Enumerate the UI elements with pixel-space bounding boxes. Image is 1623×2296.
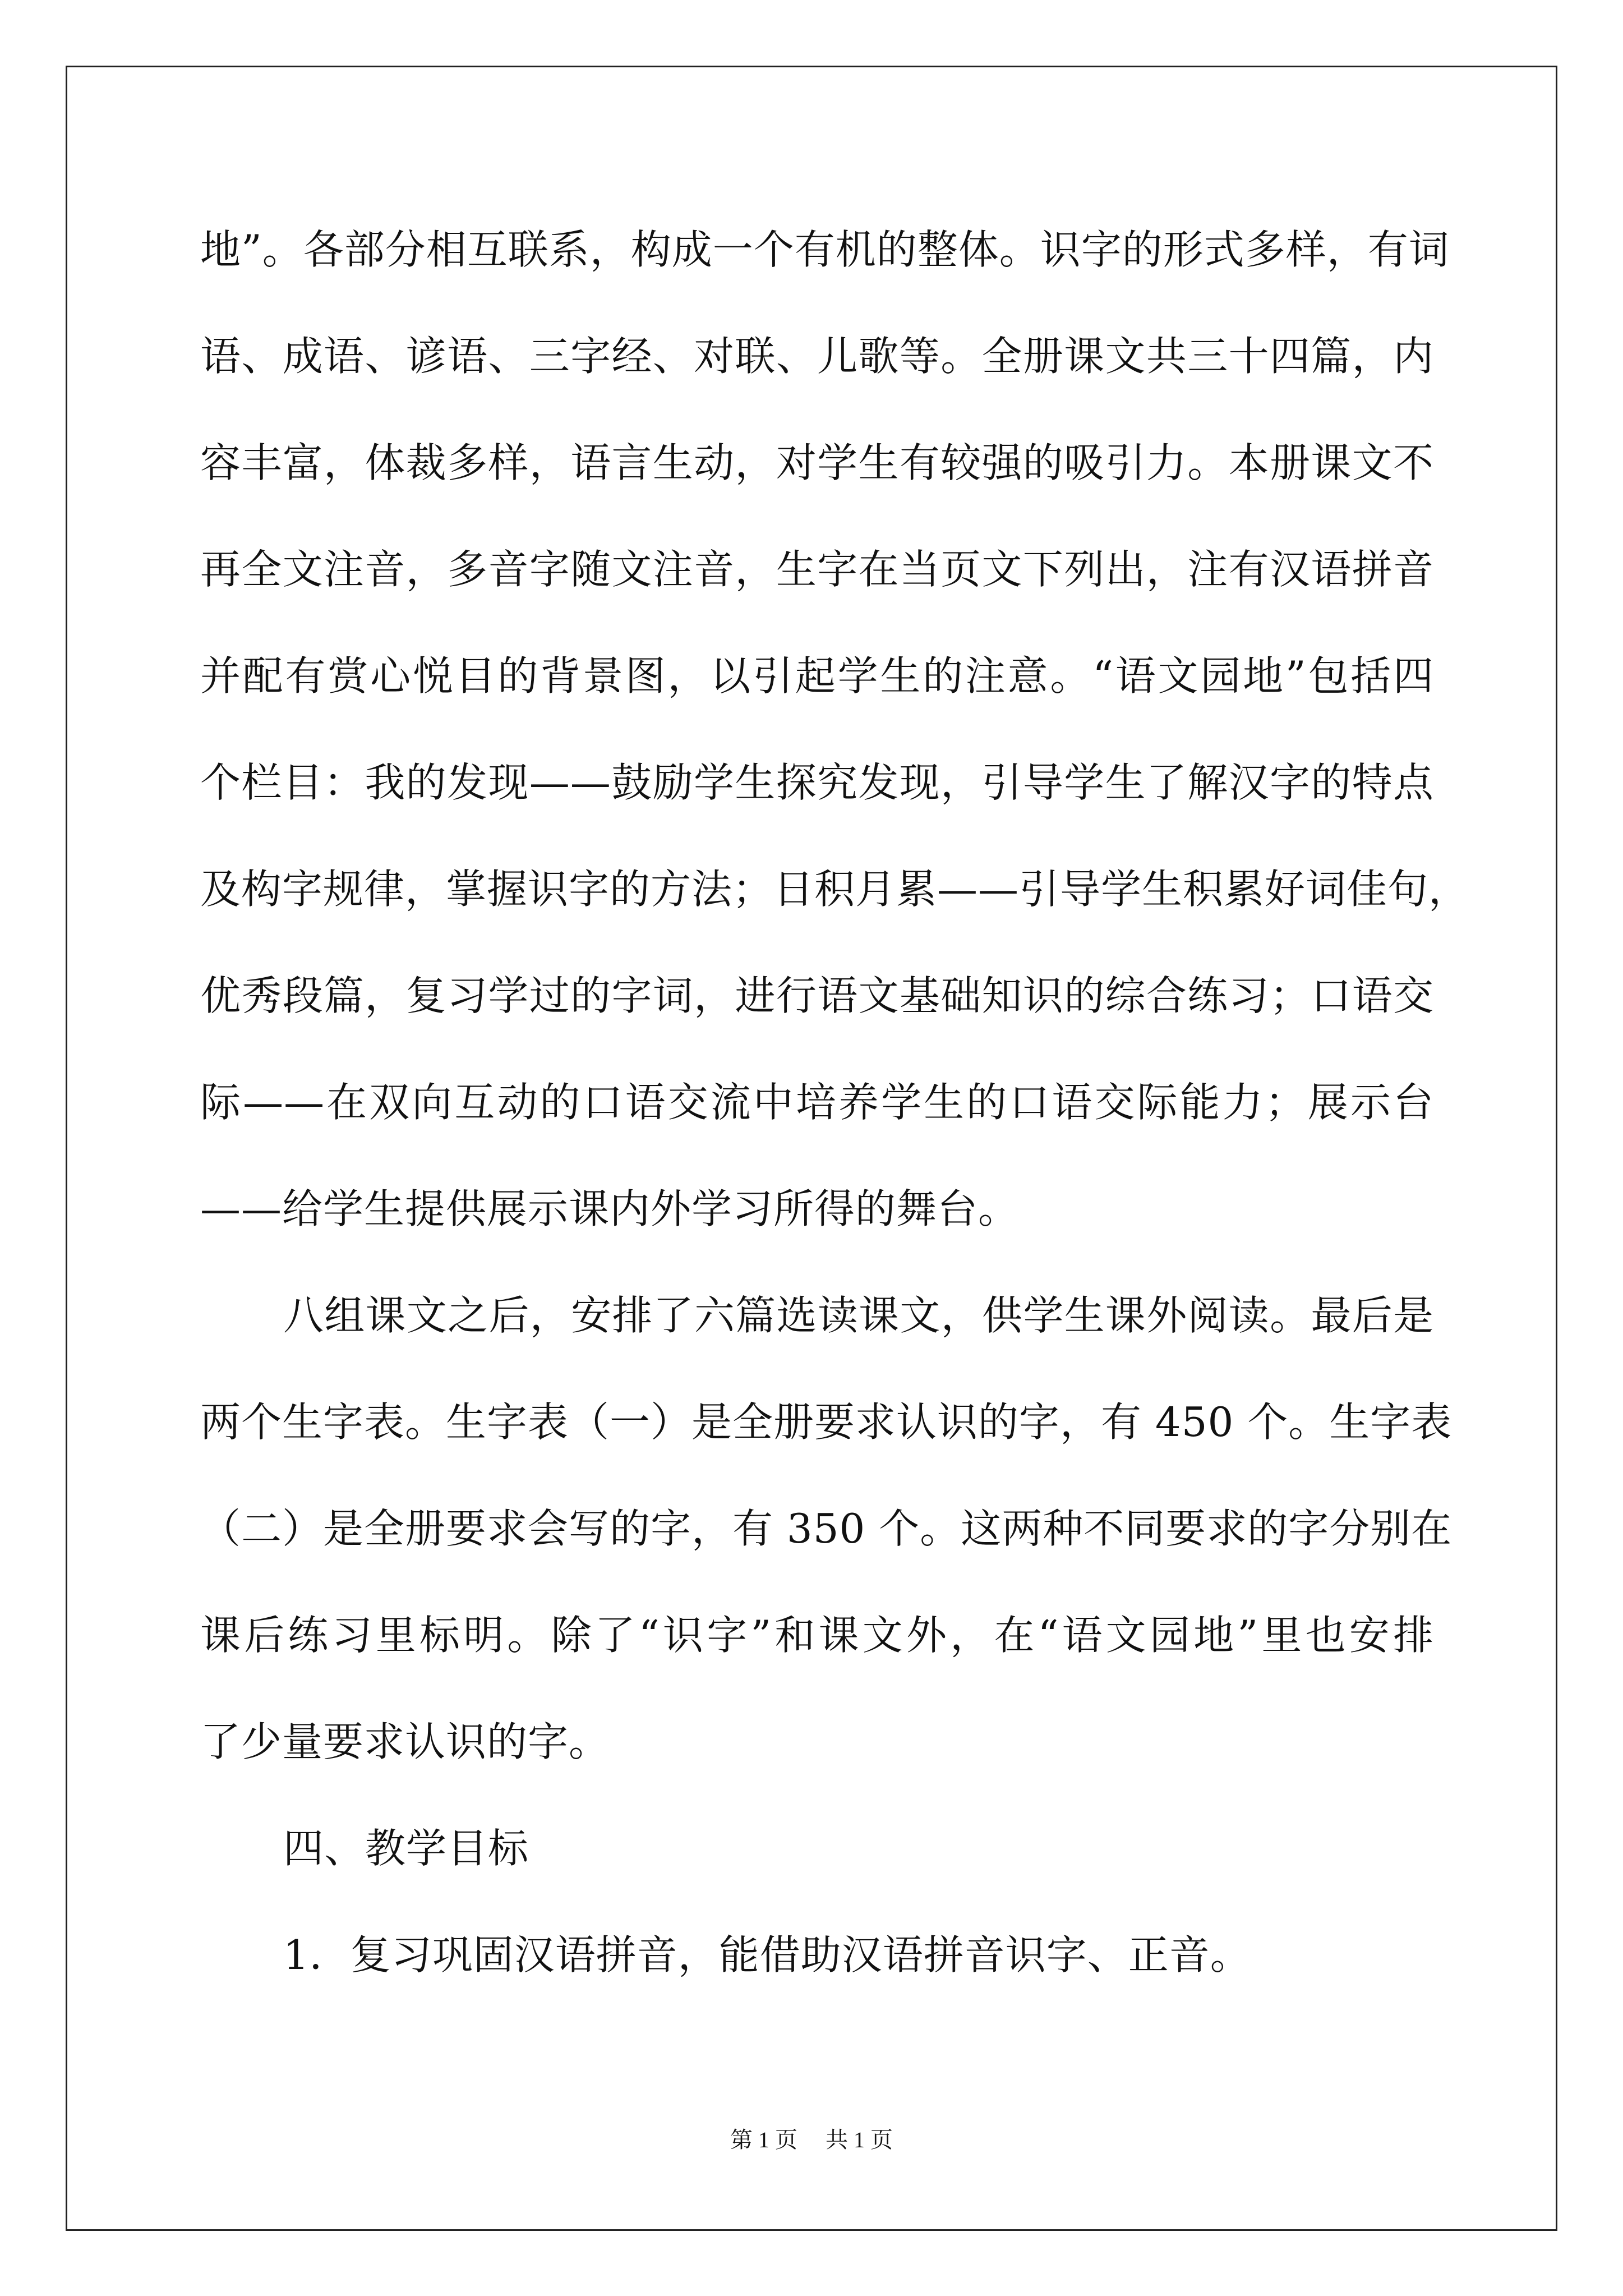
body-text-line: 语、成语、谚语、三字经、对联、儿歌等。全册课文共三十四篇，内 [200,333,1434,380]
body-text-line: 个栏目：我的发现——鼓励学生探究发现，引导学生了解汉字的特点 [200,759,1434,806]
page-total: 共 1 页 [826,2127,893,2152]
body-text-line: 了少量要求认识的字。 [200,1718,610,1765]
paragraph-first-line: 八组课文之后，安排了六篇选读课文，供学生课外阅读。最后是 [283,1292,1434,1339]
body-text-line: 容丰富，体裁多样，语言生动，对学生有较强的吸引力。本册课文不 [200,439,1434,486]
body-text-line: ——给学生提供展示课内外学习所得的舞台。 [200,1185,1020,1232]
page-footer [0,2126,1623,2154]
page-number: 第 1 页 [730,2127,797,2152]
body-text-line: 际——在双向互动的口语交流中培养学生的口语交际能力；展示台 [200,1079,1434,1126]
body-text-line: 两个生字表。生字表（一）是全册要求认识的字，有 450 个。生字表 [200,1398,1453,1446]
body-text-line: 及构字规律，掌握识字的方法；日积月累——引导学生积累好词佳句， [200,866,1470,913]
body-text-line: 并配有赏心悦目的背景图，以引起学生的注意。“语文园地”包括四 [200,652,1434,700]
list-item: 1．复习巩固汉语拼音，能借助汉语拼音识字、正音。 [283,1931,1251,1978]
page-border [66,66,1557,2231]
body-text-line: 再全文注音，多音字随文注音，生字在当页文下列出，注有汉语拼音 [200,546,1434,593]
section-heading: 四、教学目标 [283,1825,529,1872]
body-text-line: 地”。各部分相互联系，构成一个有机的整体。识字的形式多样，有词 [200,226,1450,273]
body-text-line: （二）是全册要求会写的字，有 350 个。这两种不同要求的字分别在 [200,1505,1453,1552]
body-text-line: 课后练习里标明。除了“识字”和课文外，在“语文园地”里也安排 [200,1612,1434,1659]
body-text-line: 优秀段篇，复习学过的字词，进行语文基础知识的综合练习；口语交 [200,972,1434,1019]
